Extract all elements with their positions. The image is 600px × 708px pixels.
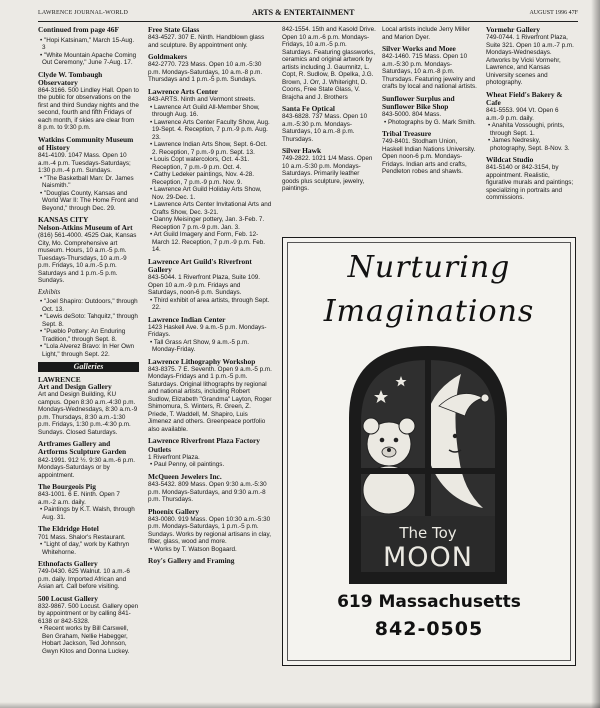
listing-name: Silver Hawk [282,146,322,156]
listing-bullet: • Photographs by G. Mark Smith. [384,118,476,126]
listing-body: 843-0080. 919 Mass. Open 10:30 a.m.-5:30 p.m. Mondays-Saturdays, 1 p.m.-5 p.m. Sundays. Works by regional artisans in clay, fiber, glass, wood and more. [148,515,271,546]
listing-name: Sunflower Surplus and Sunflower Bike Shop [382,93,455,111]
listing-name: Roy's Gallery and Framing [148,556,235,566]
listing-name: Santa Fe Optical [282,104,335,113]
listing-bullet: • James Nedresky, photography, Sept. 8-Nov. 3. [488,137,570,152]
listing-entry [38,224,139,285]
listing-bullet: • Danny Meisinger pottery, Jan. 3-Feb. 7. Reception 7 p.m.-9 p.m. Jan. 3. [150,216,265,231]
listing-bullets [148,297,272,312]
listing-name: Free State Glass [148,26,200,34]
store-name-line2: MOON [383,542,473,573]
listing-bullet: • Lawrence Indian Arts Show, Sept. 6-Oct. 2. Reception, 7 p.m.-9 p.m. Sept. 13. [150,141,268,156]
listing-body: 843-5000. 804 Mass. [382,111,442,119]
listing-bullet: • "Lola Alverez Bravo: In Her Own Light," through Sept. 22. [40,343,135,358]
listing-bullet: • Recent works by Bill Carswell, Ben Graham, Nellie Habegger, Hobart Jackson, Ted Johnson, Gwyn Kitos and Donna Luckey. [40,625,130,655]
listing-body: 701 Mass. Shalor's Restaurant. [38,533,126,541]
listing-name: Phoenix Gallery [148,506,200,516]
listing-entry [486,91,576,152]
listing-entry [148,53,272,84]
listing-entry [148,473,272,504]
listing-body: 843-5044. 1 Riverfront Plaza, Suite 109. Open 10 a.m.-9 p.m. Fridays and Saturdays, noon-6 p.m. Sundays. [148,274,261,297]
listing-entry [486,26,576,87]
listing-body: 1423 Haskell Ave. 9 a.m.-5 p.m. Mondays-Fridays. [148,323,267,339]
listing-name: Lawrence Arts Center [148,86,219,96]
listing-bullets [38,541,139,556]
listing-body: 749-8401. Stodham Union, Haskell Indian Nations University. Open noon-6 p.m. Mondays-Fridays. Indian arts and crafts, Pendleton robes and shawls. [382,138,476,176]
listing-name: Nelson-Atkins Museum of Art [38,222,133,232]
city-heading-kansas-city: KANSAS CITY [38,215,89,225]
listing-bullets [382,119,478,127]
listing-name: Wildcat Studio [486,155,534,165]
listing-name: Lawrence Art Guild's Riverfront Gallery [148,256,252,274]
listing-bullet: • Tall Grass Art Show, 9 a.m.-5 p.m. Monday-Friday. [150,338,250,354]
listing-bullets [148,339,272,354]
listing-bullet: • "The Basketball Man: Dr. James Naismith." [40,174,134,190]
gallery-entries [38,383,139,655]
listing-name: Silver Works and Moee [382,44,456,53]
listing-entry [148,316,272,354]
listing-body: 843-4527. 307 E. Ninth. Handblown glass and sculpture. By appointment only. [148,34,265,49]
exhibits-label: Exhibits [38,288,61,296]
listing-body: 841-5140 or 842-3154, by appointment. Realistic, figurative murals and paintings; specializing in portraits and commissions. [486,164,574,202]
listing-entry [382,26,478,41]
listing-body: 749-0744. 1 Riverfront Plaza, Suite 321. Open 10 a.m.-7 p.m. Mondays-Wednesdays. Artworks by Vicki Vormehr, Lawrence, and Kansas University scenes and photography. [486,34,574,87]
listing-bullet: • Paintings by K.T. Walsh, through Aug. 31. [40,506,135,521]
continued-label: Continued from page 46F [38,26,119,34]
listing-bullet: • Art Guild Imagery and Form, Feb. 12-March 12. Reception, 7 p.m.-9 p.m. Feb. 14. [150,231,266,254]
listing-bullets [38,175,139,213]
listing-entry [148,26,272,49]
gallery-entries [282,105,376,193]
listing-body: 843-ARTS. Ninth and Vermont streets. [148,96,256,104]
listing-entry [148,258,272,312]
listing-entry [382,95,478,126]
listing-body: Local artists include Jerry Miller and Marion Dyer. [382,26,470,41]
listing-name: Lawrence Riverfront Plaza Factory Outlets [148,436,260,454]
listing-entry [282,147,376,193]
listing-entry [148,88,272,254]
listing-bullet: • "Hopi Katsinam," March 15-Aug. 3 [40,36,135,51]
ad-headline-line1: Nurturing [347,250,511,285]
listing-bullet: • "White Mountain Apache Coming Out Ceremony," June 7-Aug. 17. [40,51,137,66]
listing-name: Tribal Treasure [382,129,432,139]
listing-bullets [38,625,139,655]
listing-bullets [148,104,272,254]
listing-entry [38,383,139,436]
listing-bullets [38,506,139,521]
page-header [38,8,578,20]
listing-entry [148,508,272,554]
listing-entry [486,156,576,202]
listing-column-1 [38,26,139,704]
city-heading-lawrence: LAWRENCE [38,374,81,384]
listing-entry [38,525,139,556]
store-name-line1: The Toy [399,524,457,542]
listing-entry [382,130,478,176]
listing-bullet: • Lawrence Arts Center Invitational Arts and Crafts Show, Dec. 3-21. [150,201,272,216]
listing-name: Ethnofacts Gallery [38,559,98,569]
listing-bullet: • "Joel Shapiro: Outdoors," through Oct. 13. [40,298,138,313]
listing-body: 843-6828. 737 Mass. Open 10 a.m.-5:30 p.m. Mondays-Saturdays, 10 a.m.-8 p.m. Thursdays. [282,113,368,143]
exhibit-list [38,298,139,358]
continued-bullets [38,37,139,67]
listing-body: 842-1460. 715 Mass. Open 10 a.m.-5:30 p.m. Mondays-Saturdays, 10 a.m.-8 p.m. Thursdays. Featuring jewelry and crafts by local and national artists. [382,53,477,91]
listing-entry [148,437,272,468]
listing-name: Lawrence Lithography Workshop [148,356,256,366]
listing-bullet: • Lawrence Art Guild All-Member Show, through Aug. 16. [150,103,260,119]
listing-name: Art and Design Gallery [38,382,112,392]
listing-bullet: • Works by T. Watson Bogaard. [150,545,237,553]
listing-column-5 [486,26,576,234]
window-mullion-horizontal [361,468,495,474]
listing-name: The Eldridge Hotel [38,524,99,534]
galleries-label: Galleries [73,362,104,372]
header-rule [38,21,578,22]
listing-bullets [148,461,272,469]
header-section: ARTS & ENTERTAINMENT [252,8,355,17]
listing-bullet: • "Light of day," work by Kathryn Whitehorne. [40,541,130,556]
listing-bullet: • Lawrence Arts Center Faculty Show, Aug. 19-Sept. 4. Reception, 7 p.m.-9 p.m. Aug. 23. [150,118,270,141]
listing-bullet: • Third exhibit of area artists, through Sept. 22. [150,296,270,312]
listing-bullet: • Cathy Ledeker paintings, Nov. 4-28. Reception, 7 p.m.-9 p.m. Nov. 9. [150,171,254,186]
listing-entry [38,483,139,521]
gallery-entries [486,26,576,202]
listing-body: 749-2822. 1021 1/4 Mass. Open 10 a.m.-5:30 p.m. Mondays-Saturdays. Primarily leather goods plus sculpture, jewelry, paintings. [282,155,373,193]
listing-bullet: • Louis Copt watercolors, Oct. 4-31. Reception, 7 p.m.-9 p.m. Oct. 4. [150,156,250,171]
listing-body: 843-8375. 7 E. Seventh. Open 9 a.m.-5 p.m. Mondays-Fridays and 1 p.m.-5 p.m. Saturdays. Original lithographs by regional and national artists, including Robert Sudlow, Elizabeth "Grandma" Layton, Roger Shimomura, S. Winters, R. Green, Z. Priede, T. Waddell, M. Shapiro, Luis Jimenez and others. Greenpeace portfolio also available. [148,365,272,433]
listing-body: 1 Riverfront Plaza. [148,453,200,461]
scan-bottom-shadow [0,702,600,708]
listing-entry [148,557,272,565]
listing-body: 842-1554. 15th and Kasold Drive. Open 10 a.m.-6 p.m. Mondays-Fridays, 10 a.m.-5 p.m. Saturdays. Featuring glassworks, ceramics and original artwork by artists including J. Gaumnitz, L. Copt, R. Sudlow, B. Opelka, J.G. Brown, J. Orr, J. Whiteright, D. Coons, Free State Glass, V. Brajcha and J. Brothers [282,26,376,101]
listing-entry [38,136,139,212]
galleries-banner [38,362,139,372]
listing-bullet: • "Douglas County, Kansas and World War II: The Home Front and Beyond," through Dec. 29. [40,189,139,212]
listing-column-2 [148,26,272,704]
listing-entry [38,595,139,656]
gallery-entries [148,26,272,565]
listing-entry [38,71,139,132]
listing-body: 843-5432. 809 Mass. Open 9:30 a.m.-5:30 p.m. Mondays-Saturdays, and 9:30 a.m.-8 p.m. Thursdays. [148,481,267,504]
listing-body: 841-5553. 904 Vt. Open 6 a.m.-9 p.m. daily. [486,107,559,122]
listing-entry [38,440,139,479]
scan-edge-shadow [591,0,600,708]
listing-body: 843-1001. 6 E. Ninth. Open 7 a.m.-2 a.m. daily. [38,491,120,506]
listing-bullet: • "Pueblo Pottery: An Enduring Tradition," through Sept. 8. [40,328,126,343]
listing-name: Wheat Field's Bakery & Cafe [486,89,563,107]
listing-column-4 [382,26,478,234]
header-date-page: AUGUST 1996 47F [529,10,578,16]
listing-body: 842-1991. 912 ½. 9:30 a.m.-6 p.m. Mondays-Saturdays or by appointment. [38,456,135,479]
listing-bullet: • "Lewis deSoto: Tahquitz," through Sept. 8. [40,313,138,328]
ad-headline-line2: Imaginations [323,294,535,329]
listing-body: 841-4109. 1047 Mass. Open 10 a.m.-4 p.m. Tuesdays-Saturdays; 1:30 p.m.-4 p.m. Sundays. [38,152,131,175]
listing-bullet: • Anahita Vossoughi, prints, through Sept. 1. [488,122,565,137]
listing-name: Lawrence Indian Center [148,314,226,324]
listing-body: 864-3166. 500 Lindley Hall. Open to the public for observations on the first and third Sunday nights and the second, fourth and fifth Fridays of each month, if skies are clear from 8 p.m. to 9:30 p.m. [38,86,139,132]
listing-body: 832-9867. 500 Locust. Gallery open by appointment or by calling 841-6138 or 842-5328. [38,602,139,625]
listing-bullet: • Lawrence Art Guild Holiday Arts Show, Nov. 29-Dec. 1. [150,186,262,201]
listing-name: Vormehr Gallery [486,26,540,34]
listing-entry [148,358,272,434]
listing-body: Art and Design Building, KU campus. Open 8:30 a.m.-4:30 p.m. Mondays-Wednesdays, 8:30 a.m.-9 p.m. Thursdays, 8:30 a.m.-1:30 p.m. Fridays, 1:30 p.m.-4:30 p.m. Sundays. Closed Saturdays. [38,391,138,436]
ad-address: 619 Massachusetts [337,592,521,612]
gallery-entries [382,45,478,176]
listing-bullet: • Paul Penny, oil paintings. [150,461,225,469]
listing-name: Watkins Community Museum of History [38,134,134,153]
listing-name: Goldmakers [148,52,188,62]
listing-name: The Bourgeois Pig [38,482,96,492]
listing-body: (816) 561-4000. 4525 Oak, Kansas City, Mo. Comprehensive art museum. Hours, 10 a.m.-5 p.m. Tuesdays-Thursdays, 10 a.m.-9 p.m. Fridays, 10 a.m.-5 p.m. Saturdays and 1 p.m.-5 p.m. Sundays. [38,232,137,285]
listing-name: McQueen Jewelers Inc. [148,471,222,481]
listing-name: Artframes Gallery and Artforms Sculpture Garden [38,439,127,457]
listing-entry [282,105,376,143]
listing-column-3 [282,26,376,234]
listing-body: 749-0430. 625 Walnut. 10 a.m.-6 p.m. daily. Imported African and Asian art. Call before visiting. [38,568,130,591]
listing-entry [38,560,139,591]
listing-body: 842-2770. 723 Mass. Open 10 a.m.-5:30 p.m. Mondays-Saturdays, 10 a.m.-8 p.m. Thursdays and 1 p.m.-5 p.m. Sundays. [148,61,263,84]
listing-entry [282,26,376,101]
listing-entry [382,45,478,91]
museum-entries [38,71,139,213]
toy-moon-advertisement [282,237,576,666]
listing-bullets [148,546,272,554]
listing-bullets [486,122,576,152]
listing-name: 500 Locust Gallery [38,593,98,603]
ad-phone-number: 842-0505 [374,618,484,640]
header-publication: LAWRENCE JOURNAL-WORLD [38,10,129,16]
listing-name: Clyde W. Tombaugh Observatory [38,69,103,87]
toy-moon-window-illustration [343,340,513,586]
